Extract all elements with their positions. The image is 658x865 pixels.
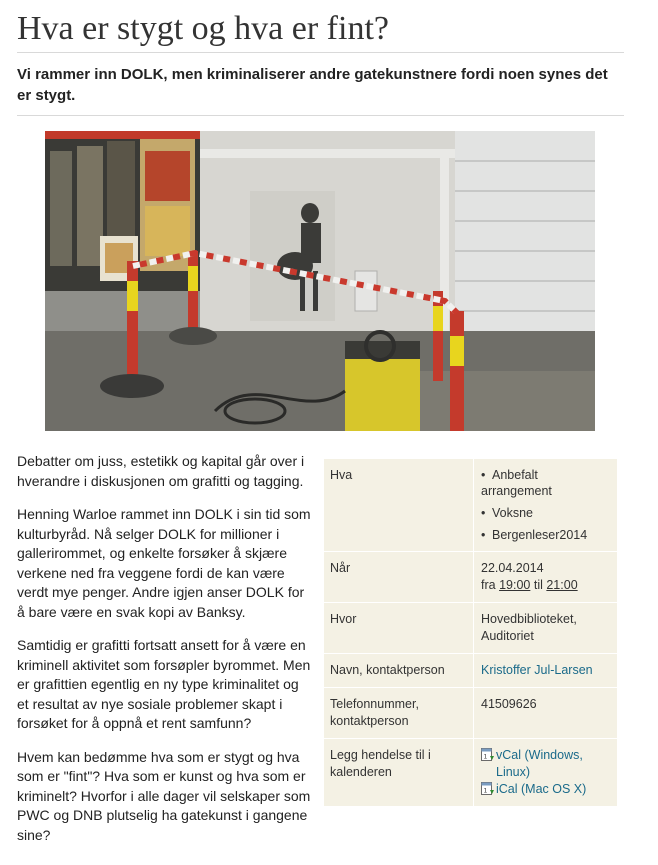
contact-phone: 41509626 bbox=[481, 697, 537, 711]
list-item: • Anbefalt arrangement bbox=[481, 468, 552, 498]
svg-text:1: 1 bbox=[483, 787, 488, 795]
info-label: Når bbox=[324, 552, 474, 602]
article-paragraph: Hvem kan bedømme hva som er stygt og hva som er "fint"? Hva som er kunst og hva som er kriminelt? Hvorfor i alle dager vil selskaper som PWC og DNB plutselig ha gatekunst i gangene sine? bbox=[17, 748, 311, 843]
vcal-label[interactable]: vCal (Windows, Linux) bbox=[496, 748, 583, 779]
calendar-download-icon bbox=[481, 782, 495, 797]
info-label: Telefonnummer, kontaktperson bbox=[324, 688, 474, 738]
ical-label[interactable]: iCal (Mac OS X) bbox=[496, 782, 587, 796]
calendar-download-icon bbox=[481, 748, 495, 763]
event-date: 22.04.2014 bbox=[481, 561, 544, 575]
list-item: • Bergenleser2014 bbox=[481, 528, 588, 542]
info-label: Hva bbox=[324, 459, 474, 551]
page-title: Hva er stygt og hva er fint? bbox=[17, 10, 389, 47]
start-time: 19:00 bbox=[499, 578, 531, 592]
info-label: Hvor bbox=[324, 603, 474, 653]
contact-person-link[interactable]: Kristoffer Jul-Larsen bbox=[481, 663, 593, 677]
event-time: fra 19:00 til 21:00 bbox=[481, 578, 578, 592]
category-label: Voksne bbox=[492, 506, 534, 520]
info-row-naar bbox=[324, 552, 617, 603]
event-location: Hovedbiblioteket, Auditoriet bbox=[481, 612, 577, 643]
info-row-kontakt bbox=[324, 654, 617, 688]
vcal-link[interactable] bbox=[481, 747, 611, 781]
end-time: 21:00 bbox=[546, 578, 578, 592]
category-label: Bergenleser2014 bbox=[492, 528, 588, 542]
article-photo bbox=[45, 131, 595, 431]
info-row-telefon bbox=[324, 688, 617, 739]
article-lead: Vi rammer inn DOLK, men kriminaliserer andre gatekunstnere fordi noen synes det er stygt. bbox=[17, 66, 608, 104]
info-label: Legg hendelse til i kalenderen bbox=[324, 739, 474, 806]
title-divider bbox=[17, 52, 624, 53]
article-paragraph: Henning Warloe rammet inn DOLK i sin tid som kulturbyråd. Nå selger DOLK for millioner i gallerirommet, og enkelte forsøker å skjære verkene ned fra veggene fordi de kan være verdt mye penger. Andre igjen anser DOLK for å bare være en svak kopi av Banksy. bbox=[17, 506, 311, 620]
ical-link[interactable] bbox=[481, 781, 611, 798]
info-row-kalender bbox=[324, 739, 617, 806]
category-list bbox=[481, 467, 611, 543]
article-paragraph: Debatter om juss, estetikk og kapital går over i hverandre i diskusjonen om grafitti og tagging. bbox=[17, 453, 305, 489]
article-paragraph: Samtidig er grafitti fortsatt ansett for å være en kriminell aktivitet som forsøpler byrommet. Men er grafittien egentlig en ny type kriminalitet og et resultat av nye sosiale problemer skapt i forsøket for å oppnå et rent samfunn? bbox=[17, 637, 311, 731]
lead-divider bbox=[17, 115, 624, 116]
info-row-hvor bbox=[324, 603, 617, 654]
event-info-table bbox=[324, 459, 617, 806]
list-item: • Voksne bbox=[481, 506, 534, 520]
category-label: Anbefalt arrangement bbox=[481, 468, 552, 498]
info-row-hva bbox=[324, 459, 617, 552]
article-body bbox=[17, 452, 314, 859]
svg-text:1: 1 bbox=[483, 753, 488, 761]
info-label: Navn, kontaktperson bbox=[324, 654, 474, 687]
